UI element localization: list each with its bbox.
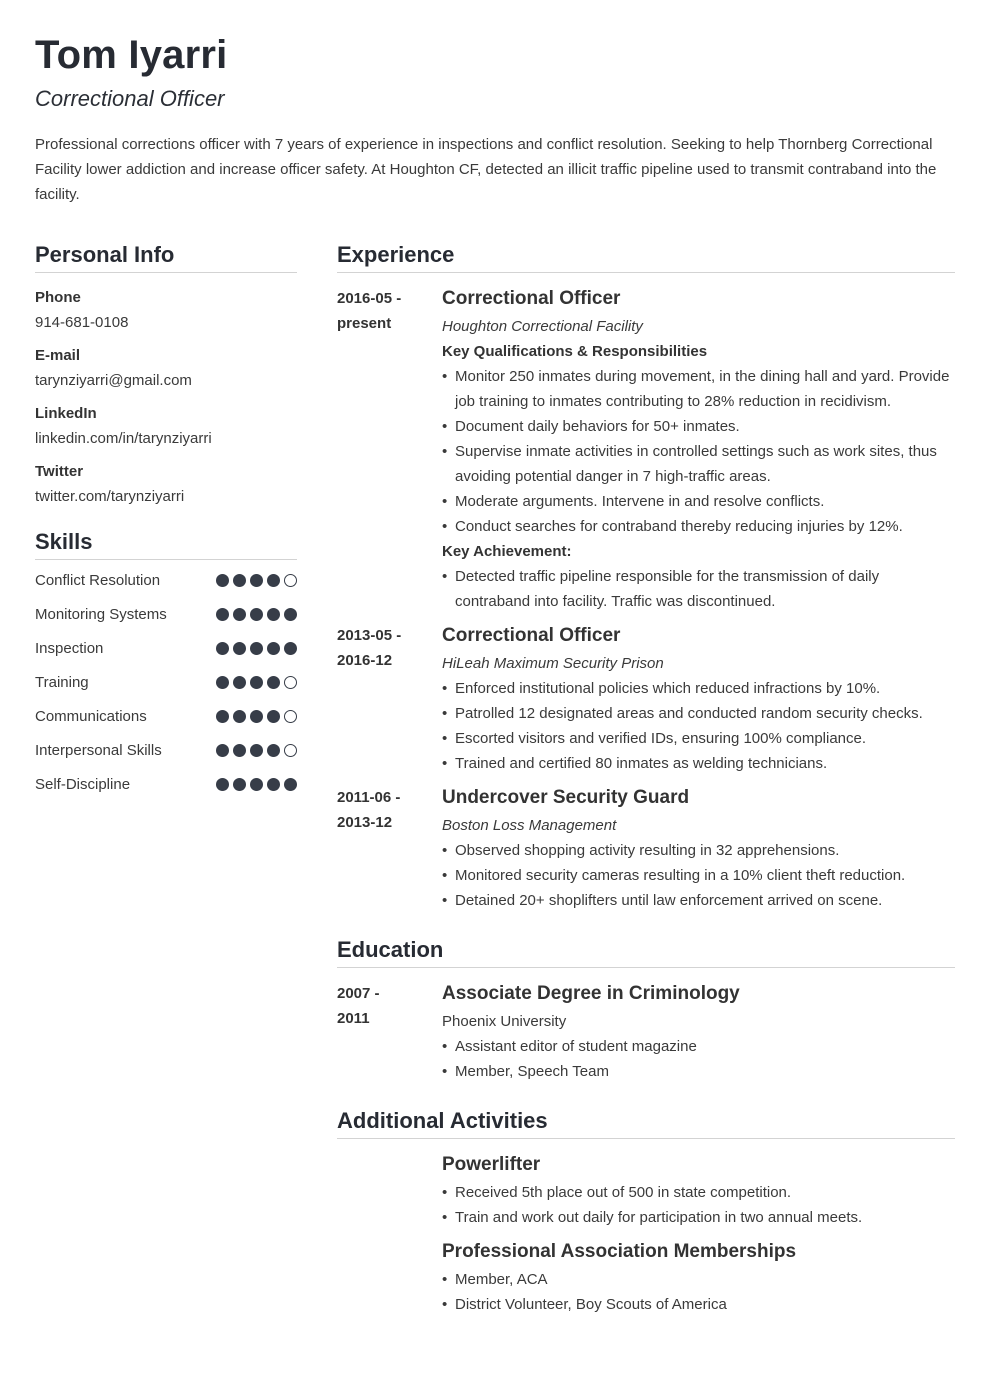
linkedin-value: linkedin.com/in/tarynziyarri <box>35 430 212 447</box>
bullet-item: • Monitor 250 inmates during movement, in the dining hall and yard. Provide job training to inmates contributing to 28% reduction in recidivism. <box>442 364 955 414</box>
filled-dot-icon <box>233 574 246 587</box>
entry-date <box>337 622 442 776</box>
skill-name: Self-Discipline <box>35 776 131 793</box>
activity-title: Powerlifter <box>442 1154 541 1175</box>
personal-info-linkedin <box>35 401 297 451</box>
experience-section <box>337 240 955 913</box>
section-heading-experience: Experience <box>337 240 955 273</box>
filled-dot-icon <box>233 608 246 621</box>
additional-entries <box>337 1151 955 1317</box>
filled-dot-icon <box>267 744 280 757</box>
entry-date <box>337 285 442 614</box>
bullet-item: • Detained 20+ shoplifters until law enforcement arrived on scene. <box>442 888 955 913</box>
bullet-item: • District Volunteer, Boy Scouts of America <box>442 1292 955 1317</box>
experience-entry <box>337 622 955 776</box>
sub-heading: Key Qualifications & Responsibilities <box>442 343 708 360</box>
bullet-list <box>442 564 955 614</box>
bullet-item: • Document daily behaviors for 50+ inmates. <box>442 414 955 439</box>
experience-entries <box>337 285 955 913</box>
education-entry <box>337 980 955 1084</box>
filled-dot-icon <box>250 676 263 689</box>
filled-dot-icon <box>216 778 229 791</box>
date-start: 2011-06 - <box>337 789 401 806</box>
experience-entry <box>337 285 955 614</box>
activity-entry <box>337 1151 955 1230</box>
right-column <box>337 240 955 1325</box>
empty-dot-icon <box>284 574 297 587</box>
date-start: 2016-05 - <box>337 290 402 307</box>
school-name: Phoenix University <box>442 1013 567 1030</box>
section-heading-education: Education <box>337 935 955 968</box>
section-heading-personal-info: Personal Info <box>35 240 297 273</box>
filled-dot-icon <box>216 608 229 621</box>
date-end: 2016-12 <box>337 652 393 669</box>
personal-info-phone <box>35 285 297 335</box>
entry-body <box>442 622 955 776</box>
bullet-item: • Enforced institutional policies which reduced infractions by 10%. <box>442 676 955 701</box>
bullet-item: • Moderate arguments. Intervene in and resolve conflicts. <box>442 489 955 514</box>
filled-dot-icon <box>216 676 229 689</box>
date-end: 2013-12 <box>337 814 393 831</box>
filled-dot-icon <box>267 608 280 621</box>
experience-entry <box>337 784 955 913</box>
skill-row <box>35 568 297 593</box>
bullet-item: • Member, Speech Team <box>442 1059 955 1084</box>
entry-date <box>337 980 442 1084</box>
sub-heading: Key Achievement: <box>442 543 572 560</box>
filled-dot-icon <box>216 574 229 587</box>
skill-rating <box>216 670 297 689</box>
filled-dot-icon <box>250 574 263 587</box>
bullet-item: • Train and work out daily for participation in two annual meets. <box>442 1205 955 1230</box>
skill-name: Communications <box>35 708 147 725</box>
activity-title: Professional Association Memberships <box>442 1241 797 1262</box>
entry-body <box>442 1238 955 1317</box>
filled-dot-icon <box>233 778 246 791</box>
summary: Professional corrections officer with 7 years of experience in inspections and conflict resolution. Seeking to help Thornberg Correctional Facility lower addiction and increase officer safety. At Houghton CF, detected an illicit traffic pipeline used to transmit contraband into the facility. <box>35 136 937 203</box>
bullet-list <box>442 1180 955 1230</box>
filled-dot-icon <box>267 710 280 723</box>
skill-row <box>35 602 297 627</box>
personal-info-section <box>35 240 297 509</box>
empty-dot-icon <box>284 710 297 723</box>
filled-dot-icon <box>267 676 280 689</box>
skill-name: Monitoring Systems <box>35 606 167 623</box>
skill-rating <box>216 568 297 587</box>
twitter-label: Twitter <box>35 463 84 480</box>
job-title: Undercover Security Guard <box>442 787 690 808</box>
bullet-item: • Conduct searches for contraband thereby reducing injuries by 12%. <box>442 514 955 539</box>
skill-row <box>35 738 297 763</box>
bullet-list <box>442 838 955 913</box>
filled-dot-icon <box>233 676 246 689</box>
skill-row <box>35 704 297 729</box>
date-start: 2007 - <box>337 985 380 1002</box>
date-start: 2013-05 - <box>337 627 402 644</box>
education-entries <box>337 980 955 1084</box>
skill-rating <box>216 738 297 757</box>
bullet-item: • Received 5th place out of 500 in state competition. <box>442 1180 955 1205</box>
personal-info-twitter <box>35 459 297 509</box>
employer: Houghton Correctional Facility <box>442 318 643 335</box>
date-end: 2011 <box>337 1010 370 1027</box>
filled-dot-icon <box>267 574 280 587</box>
job-title: Correctional Officer <box>442 625 621 646</box>
education-section <box>337 935 955 1084</box>
skill-row <box>35 670 297 695</box>
entry-body <box>442 1151 955 1230</box>
filled-dot-icon <box>284 642 297 655</box>
skill-row <box>35 636 297 661</box>
entry-date <box>337 784 442 913</box>
email-label: E-mail <box>35 347 81 364</box>
phone-label: Phone <box>35 289 81 306</box>
bullet-list <box>442 1267 955 1317</box>
job-title: Correctional Officer <box>442 288 621 309</box>
filled-dot-icon <box>267 778 280 791</box>
candidate-title: Correctional Officer <box>35 86 225 111</box>
filled-dot-icon <box>284 608 297 621</box>
additional-activities-section <box>337 1106 955 1317</box>
linkedin-label: LinkedIn <box>35 405 97 422</box>
employer: HiLeah Maximum Security Prison <box>442 655 664 672</box>
email-value: tarynziyarri@gmail.com <box>35 372 192 389</box>
filled-dot-icon <box>250 778 263 791</box>
skill-rating <box>216 704 297 723</box>
bullet-item: • Monitored security cameras resulting in a 10% client theft reduction. <box>442 863 955 888</box>
skill-name: Inspection <box>35 640 104 657</box>
filled-dot-icon <box>250 744 263 757</box>
empty-dot-icon <box>284 744 297 757</box>
skill-rating <box>216 772 297 791</box>
filled-dot-icon <box>267 642 280 655</box>
bullet-item: • Observed shopping activity resulting in 32 apprehensions. <box>442 838 955 863</box>
phone-value: 914-681-0108 <box>35 314 129 331</box>
bullet-item: • Trained and certified 80 inmates as welding technicians. <box>442 751 955 776</box>
filled-dot-icon <box>216 710 229 723</box>
skill-rating <box>216 602 297 621</box>
entry-body <box>442 285 955 614</box>
degree-title: Associate Degree in Criminology <box>442 983 740 1004</box>
personal-info-list <box>35 285 297 509</box>
bullet-list <box>442 1034 955 1084</box>
left-column <box>35 240 297 806</box>
filled-dot-icon <box>250 710 263 723</box>
activity-entry <box>337 1238 955 1317</box>
filled-dot-icon <box>216 744 229 757</box>
empty-dot-icon <box>284 676 297 689</box>
filled-dot-icon <box>233 744 246 757</box>
bullet-item: • Supervise inmate activities in controlled settings such as work sites, thus avoiding potential danger in 7 high-traffic areas. <box>442 439 955 489</box>
filled-dot-icon <box>233 642 246 655</box>
candidate-name: Tom Iyarri <box>35 33 228 77</box>
skill-name: Conflict Resolution <box>35 572 161 589</box>
bullet-list <box>442 364 955 539</box>
bullet-item: • Escorted visitors and verified IDs, ensuring 100% compliance. <box>442 726 955 751</box>
skills-section <box>35 527 297 797</box>
skill-name: Training <box>35 674 89 691</box>
skill-name: Interpersonal Skills <box>35 742 162 759</box>
bullet-list <box>442 676 955 776</box>
filled-dot-icon <box>233 710 246 723</box>
bullet-item: • Patrolled 12 designated areas and conducted random security checks. <box>442 701 955 726</box>
filled-dot-icon <box>250 608 263 621</box>
personal-info-email <box>35 343 297 393</box>
skill-row <box>35 772 297 797</box>
bullet-item: • Assistant editor of student magazine <box>442 1034 955 1059</box>
skill-rating <box>216 636 297 655</box>
date-end: present <box>337 315 392 332</box>
twitter-value: twitter.com/tarynziyarri <box>35 488 185 505</box>
entry-date-empty <box>337 1151 442 1230</box>
filled-dot-icon <box>284 778 297 791</box>
filled-dot-icon <box>216 642 229 655</box>
bullet-item: • Member, ACA <box>442 1267 955 1292</box>
employer: Boston Loss Management <box>442 817 617 834</box>
section-heading-skills: Skills <box>35 527 297 560</box>
section-heading-additional: Additional Activities <box>337 1106 955 1139</box>
entry-date-empty <box>337 1238 442 1317</box>
entry-body <box>442 784 955 913</box>
bullet-item: • Detected traffic pipeline responsible for the transmission of daily contraband into facility. Traffic was discontinued. <box>442 564 955 614</box>
skill-list <box>35 568 297 797</box>
filled-dot-icon <box>250 642 263 655</box>
entry-body <box>442 980 955 1084</box>
